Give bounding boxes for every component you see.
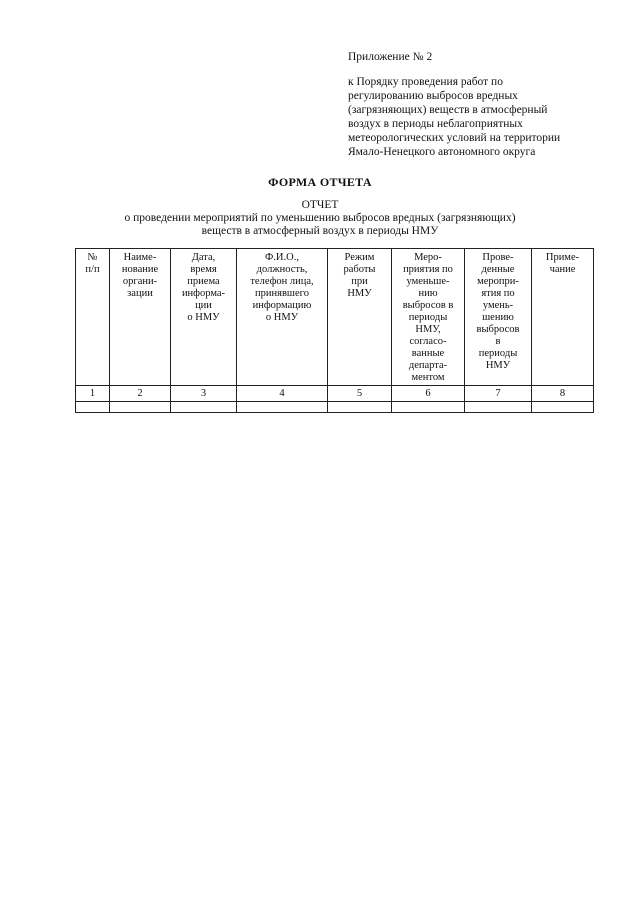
header-line: НМУ [347, 288, 372, 299]
header-line: в [495, 336, 501, 347]
header-line: ции [195, 300, 212, 311]
header-line: приема [187, 276, 220, 287]
empty-cell[interactable] [392, 402, 465, 413]
header-line: Ф.И.О., [265, 252, 299, 263]
header-line: периоды [408, 312, 448, 323]
report-table [75, 248, 594, 413]
header-cell [465, 249, 532, 386]
header-line: уменьше- [406, 276, 450, 287]
header-line: выбросов в [402, 300, 454, 311]
empty-cell[interactable] [110, 402, 171, 413]
header-cell [532, 249, 594, 386]
header-line: денные [481, 264, 515, 275]
header-line: ятия по [481, 288, 515, 299]
header-line: ванные [411, 348, 445, 359]
header-line: Меро- [414, 252, 442, 263]
column-number-cell: 7 [465, 386, 532, 402]
header-cell [171, 249, 237, 386]
column-number-row [76, 386, 594, 402]
appendix-line: Ямало-Ненецкого автономного округа [348, 146, 536, 158]
column-number-cell: 5 [328, 386, 392, 402]
header-cell [392, 249, 465, 386]
header-line: нование [121, 264, 159, 275]
column-number-cell: 8 [532, 386, 594, 402]
report-heading-block [0, 199, 640, 238]
column-number-cell: 4 [237, 386, 328, 402]
header-line: умень- [482, 300, 514, 311]
column-number-cell: 2 [110, 386, 171, 402]
report-heading: ОТЧЕТ [301, 199, 339, 211]
header-line: НМУ, [415, 324, 441, 335]
header-line: согласо- [409, 336, 447, 347]
empty-cell[interactable] [171, 402, 237, 413]
header-line: информацию [252, 300, 312, 311]
header-line: меропри- [477, 276, 519, 287]
header-line: НМУ [485, 360, 511, 371]
empty-data-row [76, 402, 594, 413]
header-line: Режим [344, 252, 375, 263]
header-line: при [351, 276, 368, 287]
header-line: органи- [122, 276, 158, 287]
header-line: информа- [181, 288, 226, 299]
header-line: ментом [411, 372, 445, 383]
header-line: о НМУ [187, 312, 220, 323]
header-line: чание [549, 264, 576, 275]
header-cell [237, 249, 328, 386]
empty-cell[interactable] [328, 402, 392, 413]
header-line: приятия по [403, 264, 453, 275]
appendix-line: (загрязняющих) веществ в атмосферный [348, 104, 548, 116]
report-subtitle-line2: веществ в атмосферный воздух в периоды НМУ [201, 225, 439, 237]
header-cell [110, 249, 171, 386]
header-line: Наиме- [123, 252, 157, 263]
header-line: работы [343, 264, 376, 275]
header-line: время [190, 264, 217, 275]
header-line: зации [127, 288, 153, 299]
form-title: ФОРМА ОТЧЕТА [268, 175, 372, 189]
header-line: должность, [256, 264, 308, 275]
appendix-line: воздух в периоды неблагоприятных [348, 118, 523, 130]
appendix-line: регулированию выбросов вредных [348, 90, 518, 102]
header-line: Дата, [191, 252, 216, 263]
header-line: п/п [85, 264, 100, 275]
header-line: департа- [408, 360, 448, 371]
header-line: периоды [478, 348, 518, 359]
header-line: телефон лица, [250, 276, 314, 287]
empty-cell[interactable] [76, 402, 110, 413]
empty-cell[interactable] [532, 402, 594, 413]
appendix-number: Приложение № 2 [348, 51, 433, 63]
column-number-cell: 3 [171, 386, 237, 402]
report-subtitle-line1: о проведении мероприятий по уменьшению выбросов вредных (загрязняющих) [124, 212, 516, 224]
table-header-row [76, 249, 594, 386]
header-line: шению [482, 312, 514, 323]
header-line: нию [418, 288, 438, 299]
appendix-line: метеорологических условий на территории [348, 132, 561, 144]
appendix-line: к Порядку проведения работ по [348, 76, 503, 88]
header-line: Приме- [545, 252, 580, 263]
header-line: № [87, 252, 98, 263]
header-cell [328, 249, 392, 386]
column-number-cell: 1 [76, 386, 110, 402]
header-line: выбросов [476, 324, 520, 335]
header-line: принявшего [255, 288, 309, 299]
header-line: Прове- [482, 252, 514, 263]
header-line: о НМУ [265, 312, 299, 323]
empty-cell[interactable] [237, 402, 328, 413]
empty-cell[interactable] [465, 402, 532, 413]
appendix-block [348, 50, 560, 159]
column-number-cell: 6 [392, 386, 465, 402]
header-cell [76, 249, 110, 386]
